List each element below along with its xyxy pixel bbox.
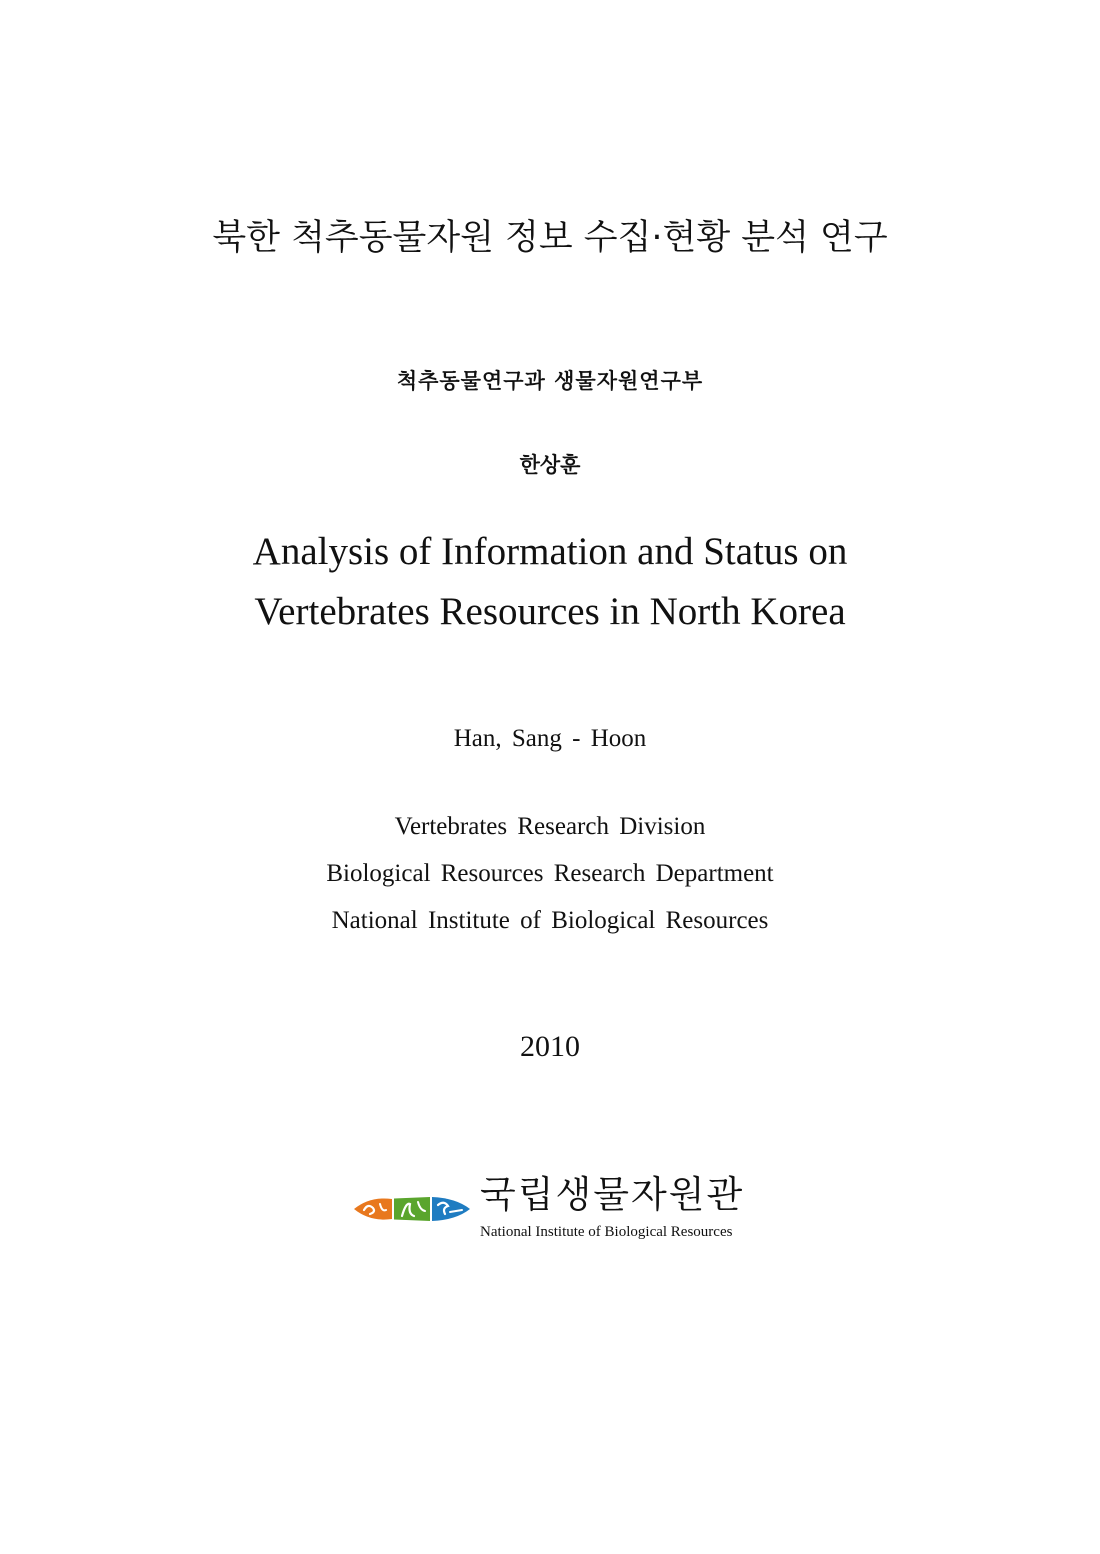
affiliation-division: Vertebrates Research Division: [394, 813, 706, 840]
logo-english-name: National Institute of Biological Resources: [480, 1224, 733, 1240]
institute-leaf-logo-icon: [352, 1192, 472, 1226]
logo-green-segment: [394, 1197, 430, 1221]
affiliation-department: Biological Resources Research Department: [326, 860, 774, 887]
institute-logo: [352, 1172, 772, 1246]
affiliation-institute: National Institute of Biological Resources: [331, 907, 769, 934]
english-title-line-2: Vertebrates Resources in North Korea: [254, 590, 846, 633]
english-title-line-1: Analysis of Information and Status on: [252, 530, 848, 573]
logo-korean-name: 국립생물자원관: [480, 1173, 745, 1216]
english-author: Han, Sang - Hoon: [453, 725, 647, 752]
logo-blue-segment: [432, 1197, 470, 1221]
korean-title: 북한 척추동물자원 정보 수집·현황 분석 연구: [212, 218, 888, 258]
korean-department: 척추동물연구과 생물자원연구부: [396, 369, 704, 393]
publication-year: 2010: [520, 1030, 580, 1063]
korean-author: 한상훈: [519, 453, 581, 477]
